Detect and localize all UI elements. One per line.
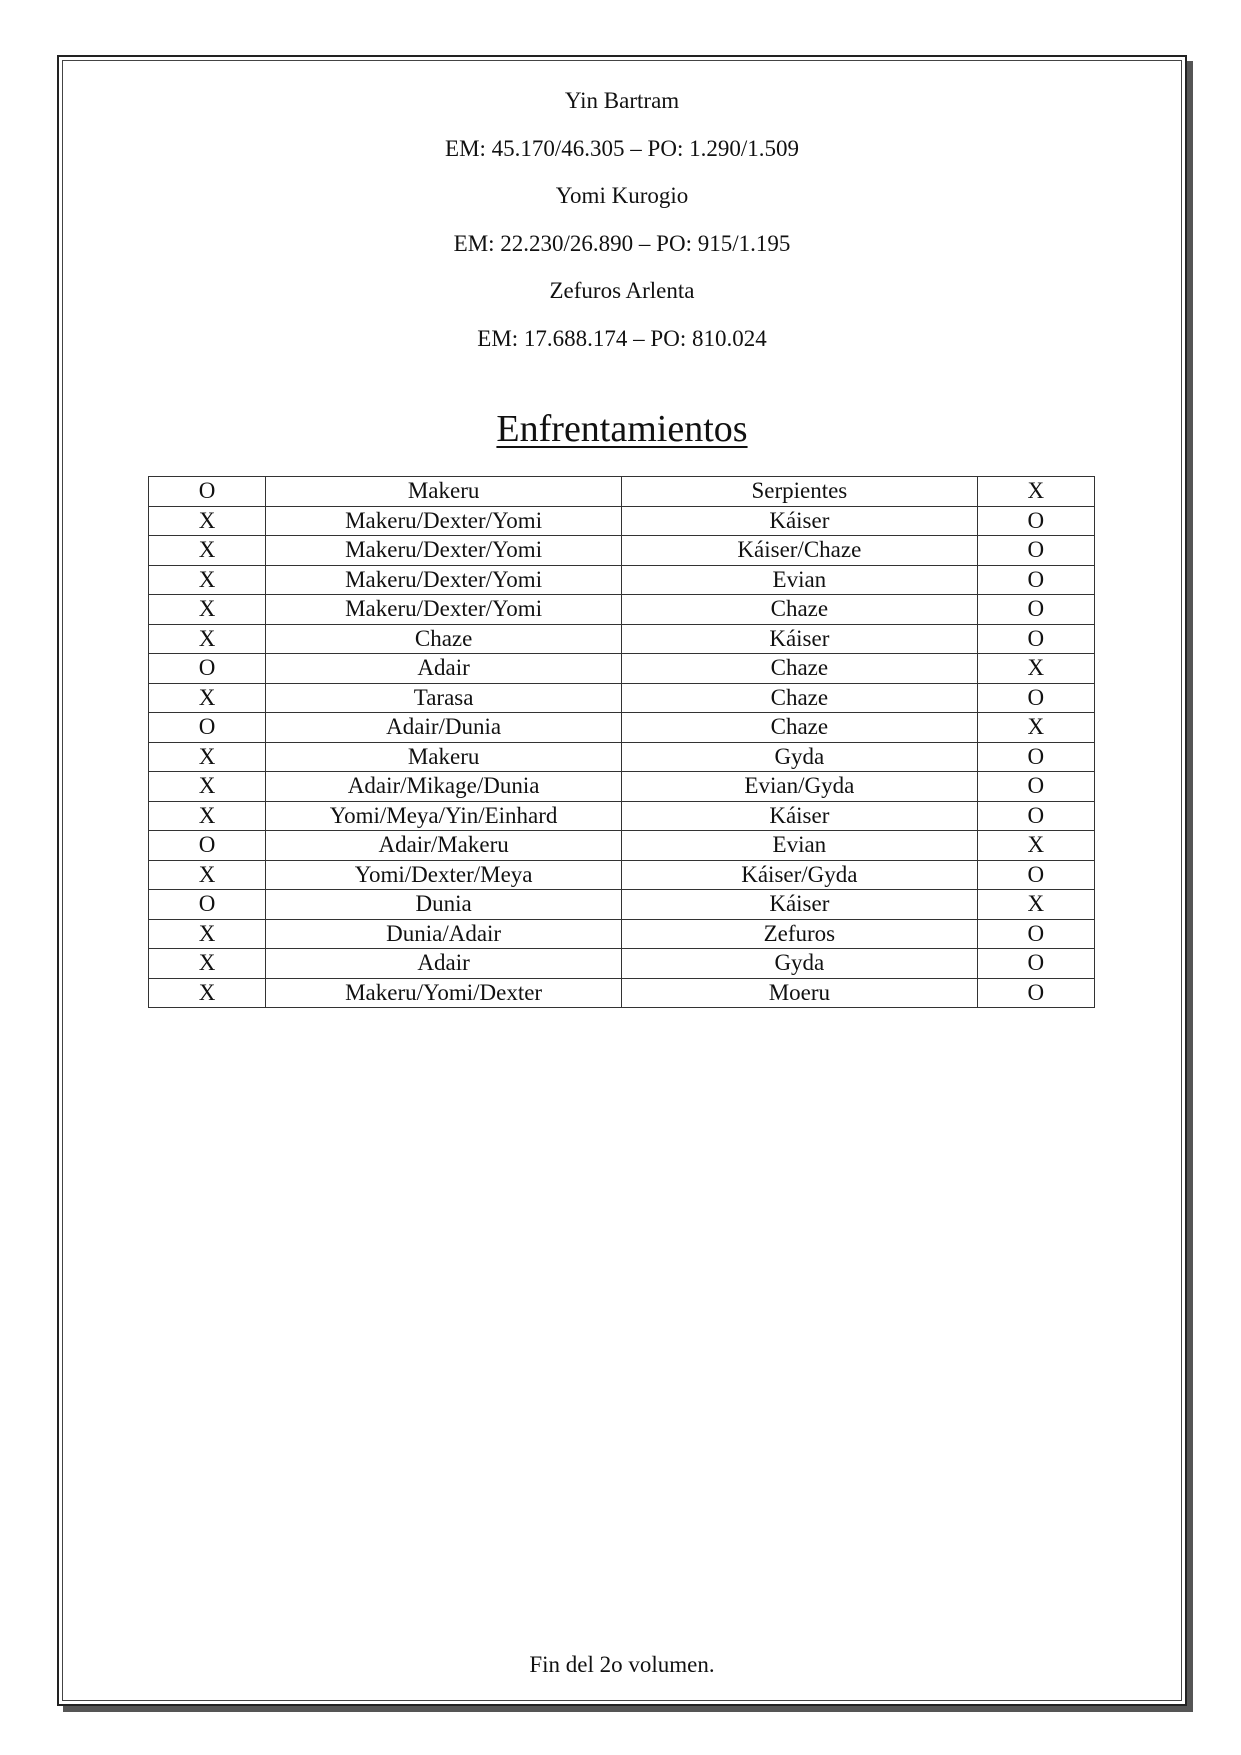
result-right-cell: X [977, 890, 1094, 920]
stat-values-zefuros: EM: 17.688.174 – PO: 810.024 [477, 325, 767, 351]
team-right-cell: Gyda [621, 742, 977, 772]
result-right-cell: O [977, 683, 1094, 713]
team-left-cell: Makeru/Yomi/Dexter [266, 978, 622, 1008]
stat-values-yin: EM: 45.170/46.305 – PO: 1.290/1.509 [445, 135, 799, 161]
result-left-cell: O [149, 654, 266, 684]
team-right-cell: Moeru [621, 978, 977, 1008]
team-left-cell: Yomi/Dexter/Meya [266, 860, 622, 890]
result-right-cell: O [977, 506, 1094, 536]
table-row [149, 890, 1095, 920]
stat-name-yomi: Yomi Kurogio [555, 183, 689, 208]
team-right-cell: Káiser/Gyda [621, 860, 977, 890]
team-right-cell: Zefuros [621, 919, 977, 949]
result-right-cell: X [977, 713, 1094, 743]
result-left-cell: X [149, 565, 266, 595]
result-left-cell: X [149, 595, 266, 625]
table-row [149, 860, 1095, 890]
result-left-cell: O [149, 831, 266, 861]
team-right-cell: Káiser [621, 506, 977, 536]
result-right-cell: O [977, 536, 1094, 566]
character-stats [59, 77, 1185, 362]
team-right-cell: Chaze [621, 595, 977, 625]
result-left-cell: X [149, 742, 266, 772]
team-left-cell: Adair/Mikage/Dunia [266, 772, 622, 802]
team-right-cell: Evian [621, 565, 977, 595]
footer-note: Fin del 2o volumen. [529, 1652, 715, 1677]
team-right-cell: Evian [621, 831, 977, 861]
table-row [149, 772, 1095, 802]
team-left-cell: Adair [266, 654, 622, 684]
team-left-cell: Makeru [266, 742, 622, 772]
team-left-cell: Adair/Makeru [266, 831, 622, 861]
result-left-cell: X [149, 506, 266, 536]
team-right-cell: Káiser [621, 890, 977, 920]
result-right-cell: X [977, 831, 1094, 861]
table-row [149, 477, 1095, 507]
result-right-cell: O [977, 624, 1094, 654]
stat-name-zefuros: Zefuros Arlenta [549, 278, 695, 303]
section-title: Enfrentamientos [496, 408, 748, 450]
team-left-cell: Dunia/Adair [266, 919, 622, 949]
team-left-cell: Makeru/Dexter/Yomi [266, 536, 622, 566]
team-right-cell: Evian/Gyda [621, 772, 977, 802]
team-left-cell: Dunia [266, 890, 622, 920]
table-row [149, 978, 1095, 1008]
result-right-cell: O [977, 565, 1094, 595]
team-left-cell: Makeru/Dexter/Yomi [266, 565, 622, 595]
result-right-cell: O [977, 949, 1094, 979]
result-left-cell: X [149, 536, 266, 566]
team-right-cell: Chaze [621, 654, 977, 684]
result-left-cell: X [149, 949, 266, 979]
result-right-cell: O [977, 742, 1094, 772]
result-left-cell: O [149, 890, 266, 920]
team-right-cell: Chaze [621, 683, 977, 713]
table-row [149, 713, 1095, 743]
stat-values-yomi: EM: 22.230/26.890 – PO: 915/1.195 [453, 230, 791, 256]
table-row [149, 624, 1095, 654]
result-right-cell: X [977, 654, 1094, 684]
table-row [149, 654, 1095, 684]
team-left-cell: Makeru/Dexter/Yomi [266, 595, 622, 625]
team-left-cell: Tarasa [266, 683, 622, 713]
result-left-cell: X [149, 978, 266, 1008]
table-row [149, 595, 1095, 625]
table-row [149, 536, 1095, 566]
page-frame [57, 55, 1187, 1706]
team-right-cell: Gyda [621, 949, 977, 979]
table-row [149, 683, 1095, 713]
table-row [149, 949, 1095, 979]
result-left-cell: X [149, 624, 266, 654]
team-left-cell: Makeru [266, 477, 622, 507]
team-left-cell: Adair/Dunia [266, 713, 622, 743]
matchups-table [148, 476, 1095, 1008]
result-left-cell: X [149, 860, 266, 890]
result-right-cell: O [977, 919, 1094, 949]
table-row [149, 919, 1095, 949]
matchups-body [149, 477, 1095, 1008]
team-right-cell: Káiser [621, 801, 977, 831]
result-right-cell: O [977, 978, 1094, 1008]
team-right-cell: Serpientes [621, 477, 977, 507]
team-left-cell: Makeru/Dexter/Yomi [266, 506, 622, 536]
table-row [149, 506, 1095, 536]
table-row [149, 742, 1095, 772]
team-left-cell: Adair [266, 949, 622, 979]
team-left-cell: Yomi/Meya/Yin/Einhard [266, 801, 622, 831]
result-right-cell: O [977, 595, 1094, 625]
result-right-cell: X [977, 477, 1094, 507]
result-left-cell: O [149, 713, 266, 743]
result-left-cell: O [149, 477, 266, 507]
stat-name-yin: Yin Bartram [564, 88, 680, 113]
team-right-cell: Káiser [621, 624, 977, 654]
team-left-cell: Chaze [266, 624, 622, 654]
result-right-cell: O [977, 801, 1094, 831]
result-right-cell: O [977, 860, 1094, 890]
table-row [149, 831, 1095, 861]
table-row [149, 565, 1095, 595]
result-right-cell: O [977, 772, 1094, 802]
team-right-cell: Káiser/Chaze [621, 536, 977, 566]
result-left-cell: X [149, 919, 266, 949]
team-right-cell: Chaze [621, 713, 977, 743]
result-left-cell: X [149, 772, 266, 802]
table-row [149, 801, 1095, 831]
result-left-cell: X [149, 801, 266, 831]
result-left-cell: X [149, 683, 266, 713]
